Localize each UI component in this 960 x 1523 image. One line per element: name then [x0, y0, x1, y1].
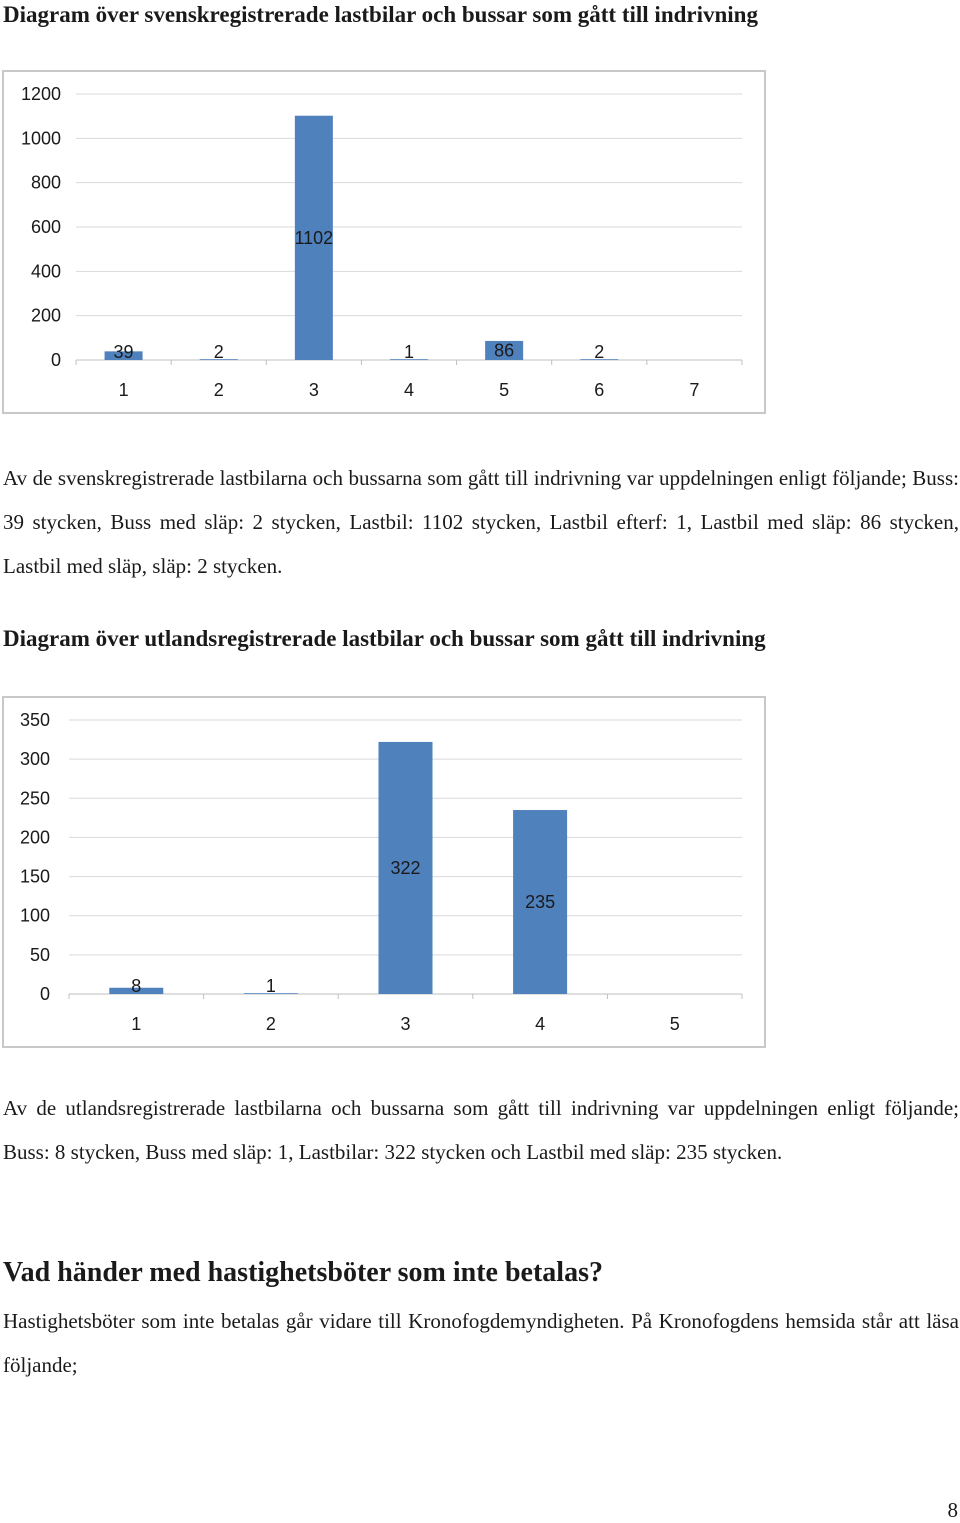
- data-label: 39: [113, 342, 134, 362]
- data-label: 8: [131, 976, 142, 996]
- x-tick-label: 2: [265, 1014, 276, 1034]
- answer-text: Hastighetsböter som inte betalas går vidare till Kronofogdemyndigheten. På Kronofogdens hemsida står att läsa följande;: [3, 1309, 959, 1377]
- chart1-description: Av de svenskregistrerade lastbilarna och bussarna som gått till indrivning var uppdelningen enligt följande; Buss: 39 stycken, Buss med släp: 2 stycken, Lastbil: 1102 stycken, Lastbil efterf: 1, Lastbil med släp: 86 stycken, Lastbil med släp, släp: 2 stycken.: [3, 466, 959, 578]
- y-tick-label: 200: [30, 305, 61, 326]
- x-tick-label: 2: [213, 380, 224, 400]
- question-heading: Vad händer med hastighetsböter som inte betalas?: [3, 1257, 603, 1288]
- y-tick-label: 0: [50, 350, 61, 370]
- x-tick-label: 7: [689, 380, 700, 400]
- y-tick-label: 600: [30, 217, 61, 237]
- x-tick-label: 5: [499, 380, 510, 400]
- data-label: 1: [403, 342, 415, 362]
- x-tick-label: 1: [118, 380, 129, 400]
- data-label: 2: [594, 342, 605, 362]
- data-label: 322: [390, 857, 421, 878]
- y-tick-label: 50: [29, 944, 50, 965]
- page-number: 8: [947, 1498, 958, 1522]
- y-tick-label: 0: [39, 984, 50, 1004]
- x-tick-label: 1: [131, 1014, 142, 1034]
- y-tick-label: 250: [19, 788, 50, 809]
- y-tick-label: 300: [19, 749, 50, 770]
- y-tick-label: 350: [19, 710, 50, 730]
- y-tick-label: 100: [19, 905, 50, 926]
- chart2-svg: [4, 698, 764, 1046]
- x-tick-label: 6: [594, 380, 605, 400]
- y-tick-label: 400: [30, 261, 61, 282]
- x-tick-label: 3: [400, 1014, 411, 1034]
- chart2-description: Av de utlandsregistrerade lastbilarna och bussarna som gått till indrivning var uppdelningen enligt följande; Buss: 8 stycken, Buss med släp: 1, Lastbilar: 322 stycken och Lastbil med släp: 235 stycken.: [3, 1096, 959, 1164]
- y-tick-label: 1000: [20, 128, 61, 149]
- x-tick-label: 5: [669, 1014, 680, 1034]
- x-tick-label: 4: [535, 1014, 546, 1034]
- chart1-svg: [4, 72, 764, 412]
- y-tick-label: 150: [19, 866, 50, 887]
- data-label: 86: [494, 340, 515, 361]
- data-label: 1: [265, 976, 276, 996]
- data-label: 2: [213, 342, 224, 362]
- y-tick-label: 800: [30, 172, 61, 193]
- chart2-heading: Diagram över utlandsregistrerade lastbilar och bussar som gått till indrivning: [3, 626, 766, 651]
- chart1-heading: Diagram över svenskregistrerade lastbilar och bussar som gått till indrivning: [3, 2, 758, 27]
- data-label: 1102: [294, 227, 334, 248]
- chart2-frame: [2, 696, 766, 1048]
- x-tick-label: 3: [308, 380, 319, 400]
- data-label: 235: [525, 892, 556, 913]
- x-tick-label: 4: [403, 380, 415, 400]
- y-tick-label: 1200: [20, 84, 61, 104]
- y-tick-label: 200: [19, 827, 50, 848]
- chart1-frame: [2, 70, 766, 414]
